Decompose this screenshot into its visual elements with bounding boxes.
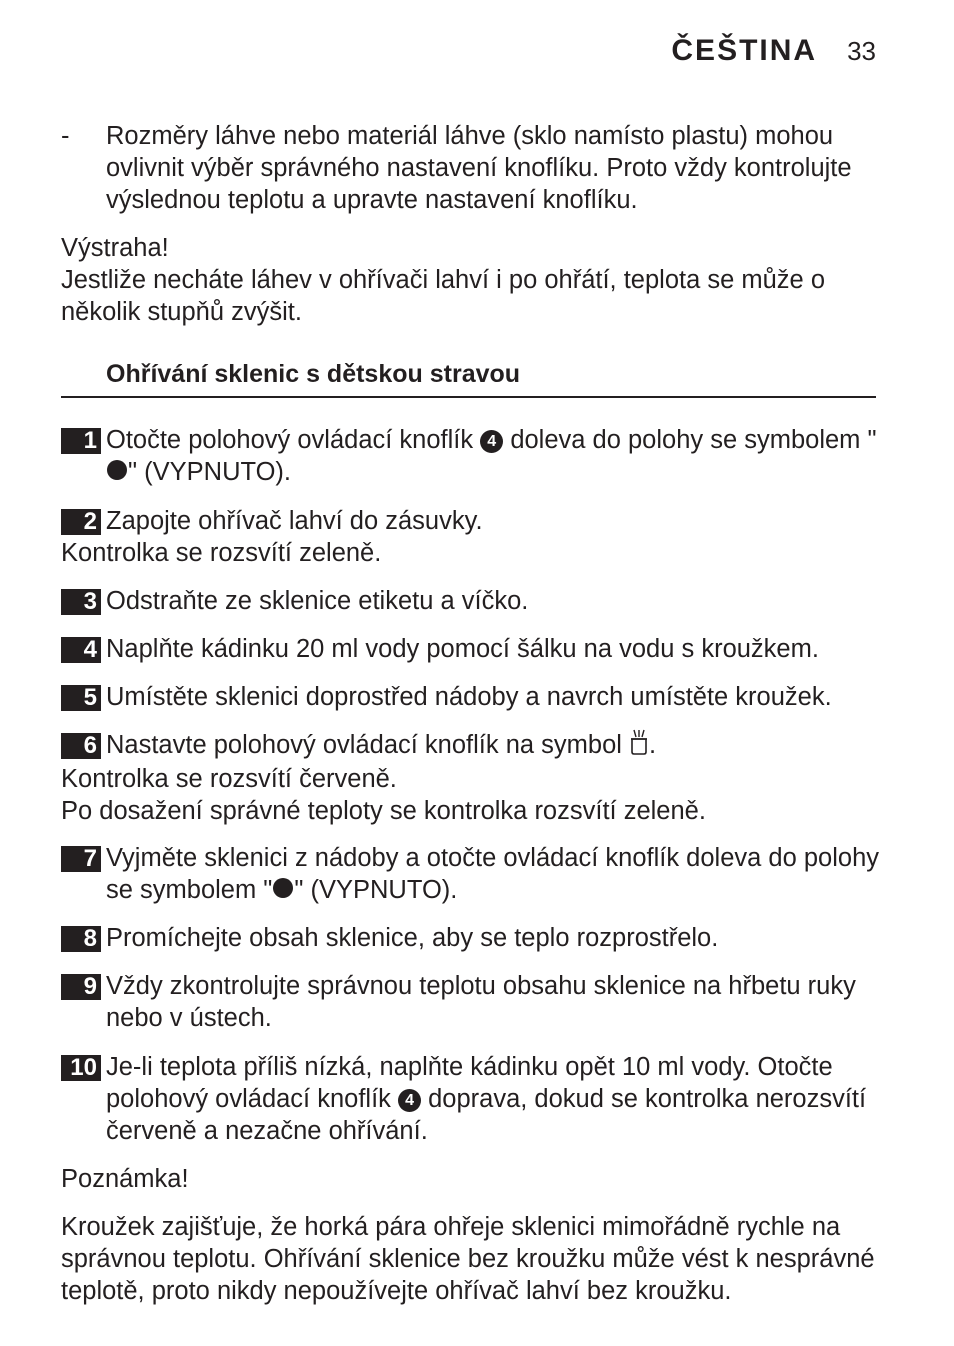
step-6 [61,729,881,827]
off-symbol-icon [107,460,127,480]
knob-4-icon: 4 [480,430,503,453]
step-2 [61,505,881,569]
baby-food-jar-icon [629,729,649,763]
warning-text: Jestliže necháte láhev v ohřívači lahví i po ohřátí, teplota se může o několik stupňů zvýšit. [61,266,826,326]
bullet-dash: - [61,122,70,150]
section-title: Ohřívání sklenic s dětskou stravou [106,360,521,388]
step-note: Kontrolka se rozsvítí zeleně. [61,539,382,567]
knob-4-icon: 4 [398,1089,421,1112]
step-number: 6 [61,733,101,759]
step-10 [61,1051,881,1147]
step-text: Vyjměte sklenici z nádoby a otočte ovládací knoflík doleva do polohy se symbolem " " (VYPNUTO). [106,844,880,904]
step-note: Kontrolka se rozsvítí červeně. [61,765,397,793]
warning-title: Výstraha! [61,234,169,262]
step-number: 2 [61,509,101,535]
note-text: Kroužek zajišťuje, že horká pára ohřeje sklenici mimořádně rychle na správnou teplotu. Ohřívání sklenice bez kroužku může vést k nesprávné teplotě, proto nikdy nepoužívejte ohřívač lahví bez kroužku. [61,1213,875,1305]
bullet-text: Rozměry láhve nebo materiál láhve (sklo namísto plastu) mohou ovlivnit výběr správného nastavení knoflíku. Proto vždy kontrolujte výslednou teplotu a upravte nastavení knoflíku. [106,122,852,214]
step-number: 8 [61,926,101,952]
step-text: Zapojte ohřívač lahví do zásuvky. [106,507,483,535]
warning-block [61,232,881,328]
step-text: Odstraňte ze sklenice etiketu a víčko. [106,587,529,615]
step-9 [61,970,881,1034]
bullet-item [61,120,881,216]
step-text: Otočte polohový ovládací knoflík 4 doleva do polohy se symbolem "" (VYPNUTO). [106,426,877,486]
step-text: Vždy zkontrolujte správnou teplotu obsahu sklenice na hřbetu ruky nebo v ústech. [106,972,856,1032]
section-divider [61,396,876,398]
step-number: 3 [61,589,101,615]
step-number: 7 [61,846,101,872]
step-text: Umístěte sklenici doprostřed nádoby a navrch umístěte kroužek. [106,683,832,711]
step-text: Je-li teplota příliš nízká, naplňte kádinku opět 10 ml vody. Otočte polohový ovládací knoflík 4 doprava, dokud se kontrolka nerozsvítí červeně a nezačne ohřívání. [106,1053,867,1145]
note-title: Poznámka! [61,1165,189,1193]
step-5 [61,681,881,713]
step-number: 5 [61,685,101,711]
step-number: 10 [61,1055,101,1081]
page-header [671,34,876,68]
step-text: Naplňte kádinku 20 ml vody pomocí šálku na vodu s kroužkem. [106,635,819,663]
language-label: ČEŠTINA [671,34,818,67]
off-symbol-icon [273,878,293,898]
step-7 [61,842,881,906]
step-number: 4 [61,637,101,663]
step-4 [61,633,881,665]
step-8 [61,922,881,954]
page-number: 33 [847,36,876,66]
step-number: 9 [61,974,101,1000]
step-note: Po dosažení správné teploty se kontrolka rozsvítí zeleně. [61,797,706,825]
step-text: Promíchejte obsah sklenice, aby se teplo rozprostřelo. [106,924,719,952]
step-1 [61,424,881,488]
step-text: Nastavte polohový ovládací knoflík na symbol . [61,729,881,763]
step-3 [61,585,881,617]
step-number: 1 [61,428,101,454]
